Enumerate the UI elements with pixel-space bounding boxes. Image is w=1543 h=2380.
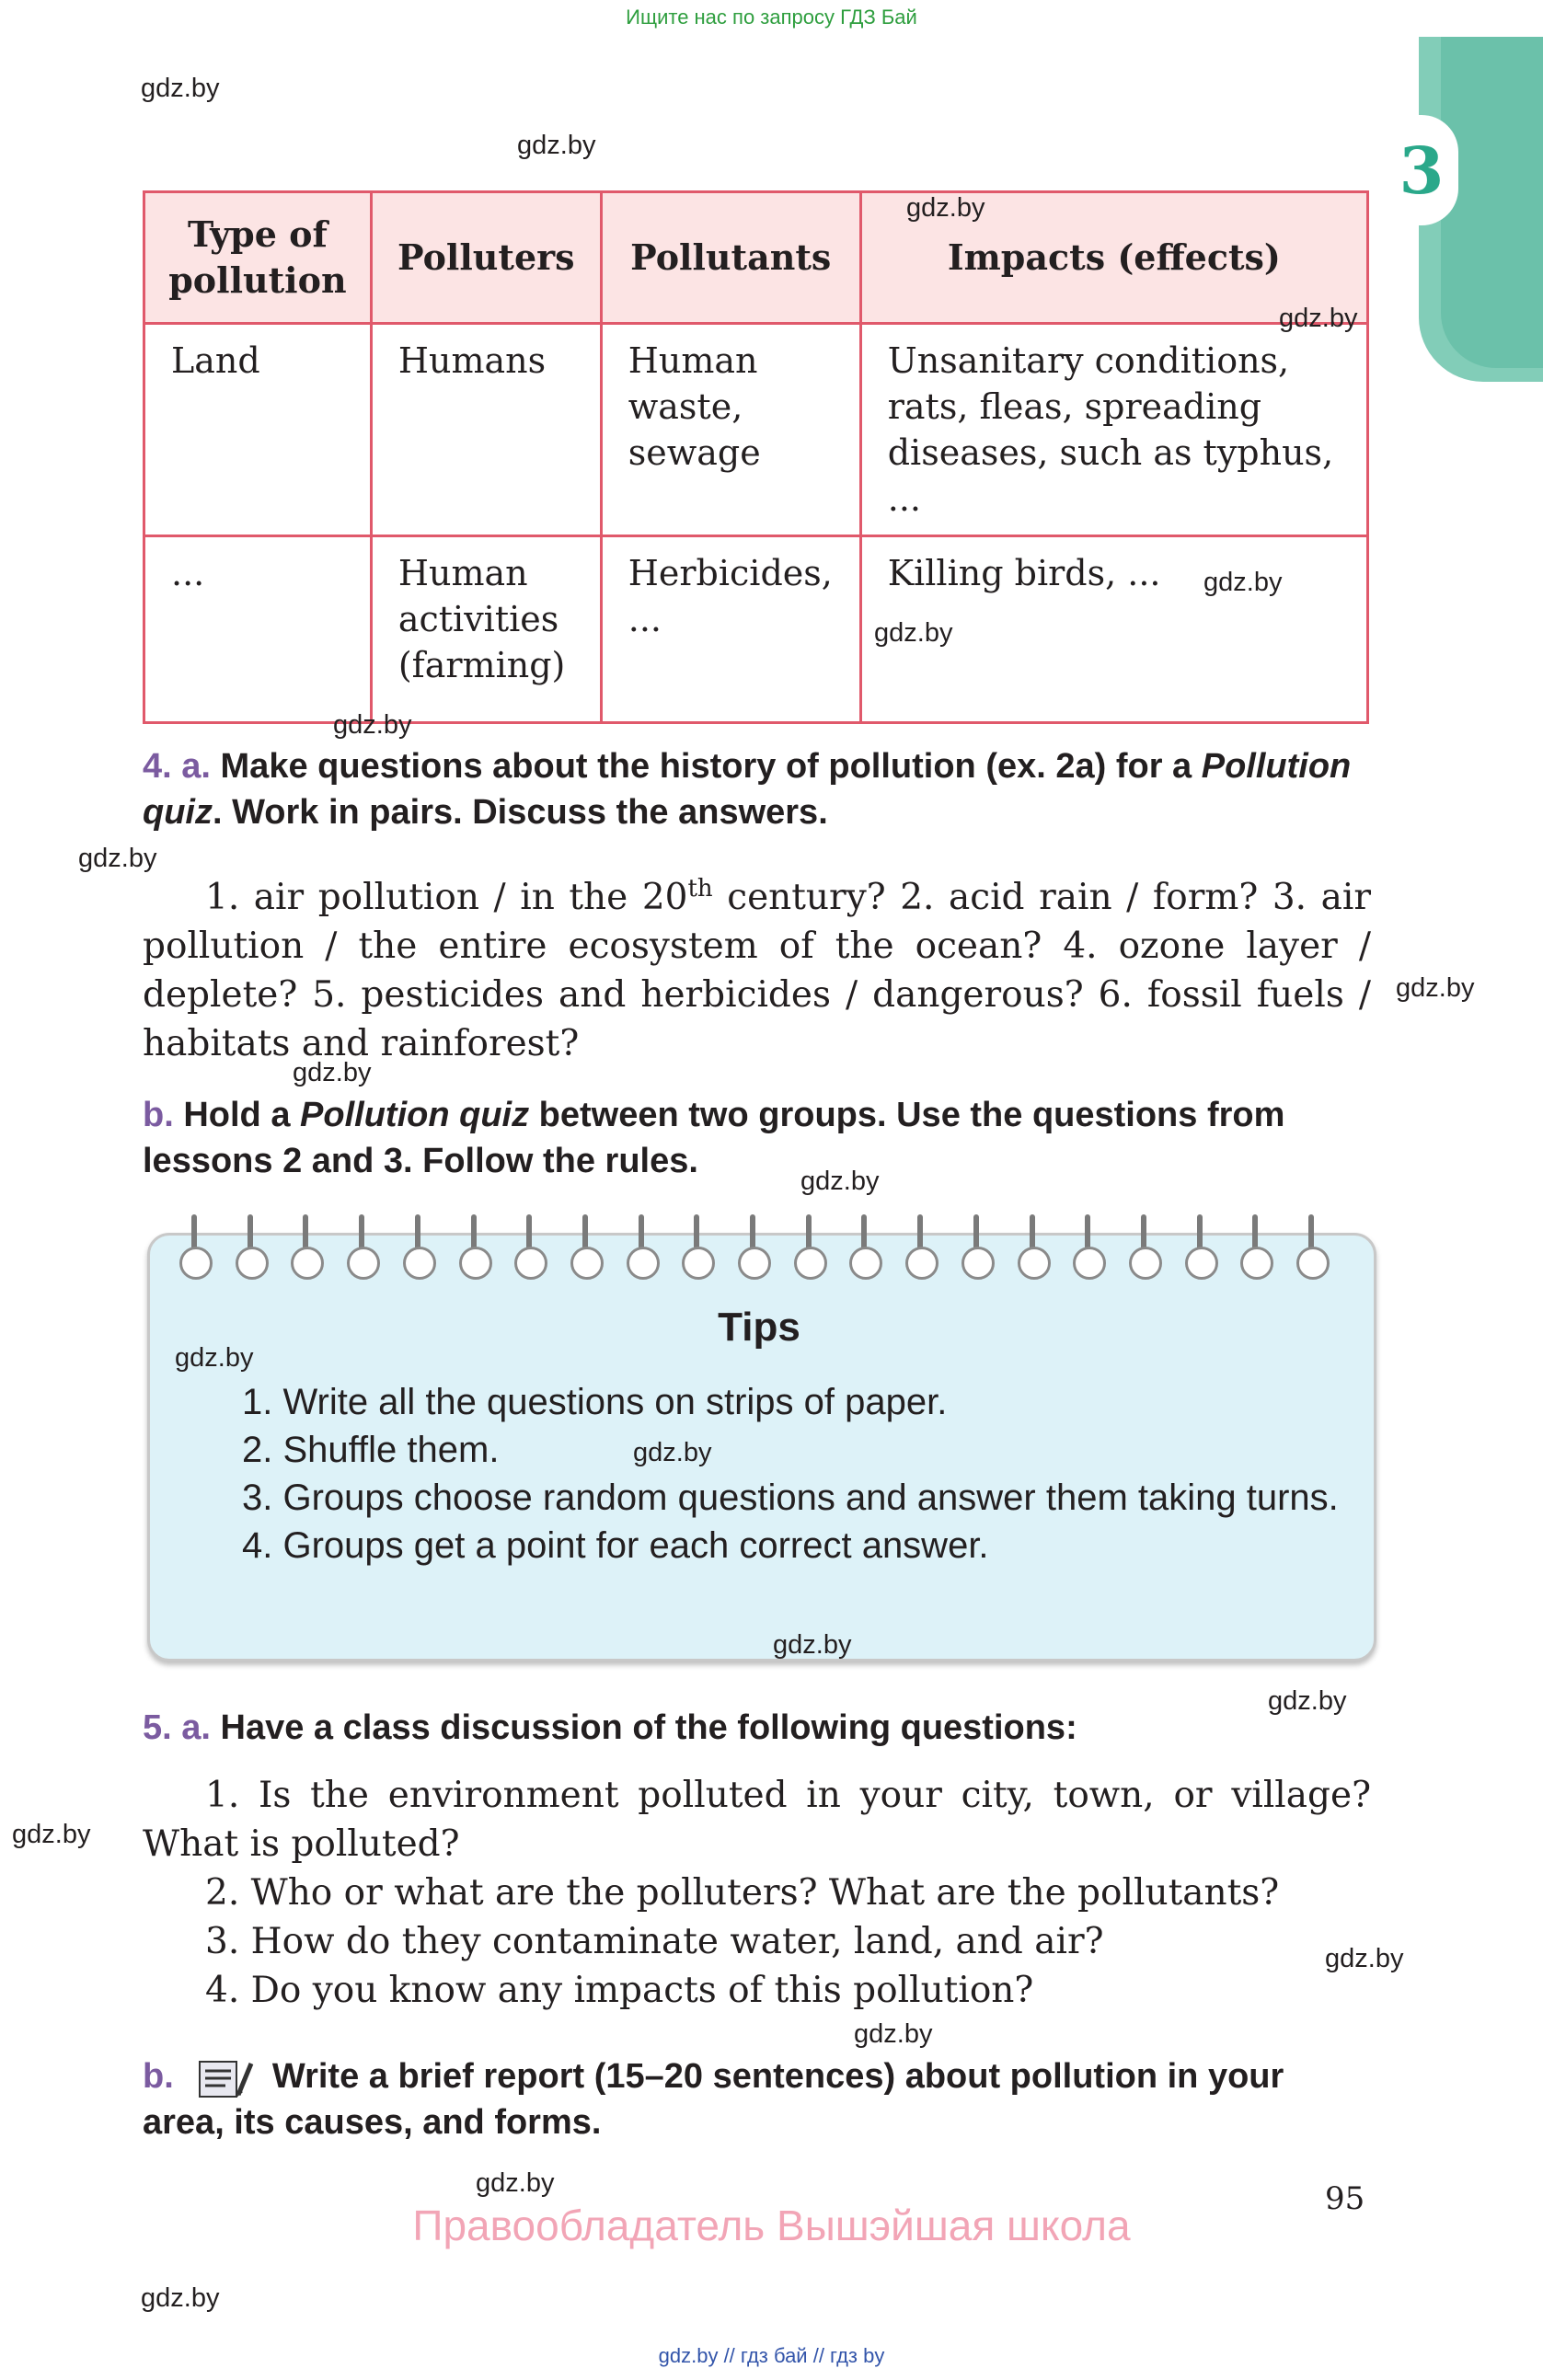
watermark: gdz.by — [141, 2283, 220, 2313]
question-item: 3. How do they contaminate water, land, and air? — [205, 1921, 1104, 1962]
task-letter: b. — [143, 2057, 174, 2096]
header-note: Ищите нас по запросу ГДЗ Бай — [626, 6, 917, 29]
table-cell: Human activities (farming) — [371, 536, 601, 723]
notebook-ring — [961, 1247, 995, 1280]
chapter-number: 3 — [1385, 115, 1458, 225]
watermark: gdz.by — [175, 1343, 254, 1373]
notebook-ring — [1129, 1247, 1162, 1280]
chapter-tab-inner — [1441, 37, 1543, 368]
watermark: gdz.by — [476, 2168, 555, 2198]
watermark: gdz.by — [1203, 568, 1283, 597]
superscript: th — [687, 875, 713, 903]
watermark: gdz.by — [800, 1167, 880, 1196]
watermark: gdz.by — [293, 1058, 372, 1087]
copyright-note: Правообладатель Вышэйшая школа — [412, 2202, 1131, 2249]
question-item: 4. Do you know any impacts of this pollution? — [205, 1970, 1034, 2011]
watermark: gdz.by — [517, 131, 596, 160]
notebook-ring — [403, 1247, 436, 1280]
table-header-cell: Impacts (effects) — [860, 192, 1367, 324]
table-header-cell: Type of pollution — [144, 192, 372, 324]
watermark: gdz.by — [1396, 973, 1475, 1003]
task-text: . Work in pairs. Discuss the answers. — [212, 793, 828, 832]
table-row — [144, 324, 1368, 536]
notebook-ring — [236, 1247, 269, 1280]
question-item: 1. Is the environment polluted in your city, town, or village? What is polluted? — [143, 1775, 1371, 1865]
task-4a-exercise — [143, 865, 1371, 1068]
task-letter: a. — [181, 1708, 211, 1747]
watermark: gdz.by — [12, 1820, 91, 1849]
table-cell: Unsanitary conditions, rats, fleas, spreading diseases, such as typhus, ... — [860, 324, 1367, 536]
notebook-ring — [905, 1247, 938, 1280]
task-5a-questions — [143, 1771, 1371, 2015]
notebook-ring — [1018, 1247, 1051, 1280]
watermark: gdz.by — [333, 710, 412, 740]
watermark: gdz.by — [874, 618, 953, 648]
watermark: gdz.by — [906, 193, 985, 223]
watermark: gdz.by — [1279, 304, 1358, 333]
task-5b-instruction — [143, 2053, 1371, 2145]
tips-item: 4. Groups get a point for each correct answer. — [242, 1525, 989, 1566]
notebook-ring — [570, 1247, 604, 1280]
notebook-ring — [627, 1247, 660, 1280]
notebook-ring — [514, 1247, 547, 1280]
task-text-italic: Pollution quiz — [300, 1096, 530, 1134]
task-text: Hold a — [183, 1096, 291, 1134]
task-5a-instruction — [143, 1705, 1371, 1751]
watermark: gdz.by — [854, 2019, 933, 2049]
notebook-ring — [1073, 1247, 1106, 1280]
exercise-text: 1. air pollution / in the 20 — [205, 877, 688, 918]
task-letter: a. — [181, 747, 211, 786]
table-cell: Humans — [371, 324, 601, 536]
watermark: gdz.by — [141, 74, 220, 103]
task-text: between two groups. Use the questions from lessons 2 and 3. Follow the rules. — [143, 1096, 1285, 1180]
watermark: gdz.by — [1325, 1944, 1404, 1973]
notebook-ring — [459, 1247, 492, 1280]
watermark: gdz.by — [78, 844, 157, 873]
notebook-ring — [738, 1247, 771, 1280]
task-4a-instruction — [143, 743, 1371, 835]
watermark: gdz.by — [633, 1438, 712, 1467]
page-number: 95 — [1325, 2180, 1365, 2217]
pollution-table — [143, 190, 1369, 724]
footer-note: gdz.by // гдз бай // гдз by — [658, 2344, 885, 2367]
task-text-italic: Pollution quiz — [143, 747, 1352, 832]
table-header-row — [144, 192, 1368, 324]
question-item: 2. Who or what are the polluters? What are the pollutants? — [205, 1872, 1280, 1914]
notebook-ring — [1185, 1247, 1218, 1280]
task-letter: b. — [143, 1096, 174, 1134]
task-text: Have a class discussion of the following questions: — [220, 1708, 1077, 1747]
tips-item: 3. Groups choose random questions and answer them taking turns. — [242, 1477, 1339, 1518]
exercise-text: century? 2. acid rain / form? 3. air pollution / the entire ecosystem of the ocean? 4. ozone layer / deplete? 5. pesticides and herbicides / dangerous? 6. fossil fuels / habitats and rainforest? — [143, 877, 1371, 1064]
tips-item: 2. Shuffle them. — [242, 1430, 500, 1470]
table-header-cell: Pollutants — [601, 192, 860, 324]
tips-list — [178, 1378, 1346, 1569]
notebook-ring — [1296, 1247, 1330, 1280]
table-cell: Herbicides, ... — [601, 536, 860, 723]
table-cell: Human waste, sewage — [601, 324, 860, 536]
tips-item: 1. Write all the questions on strips of paper. — [242, 1382, 948, 1422]
task-number: 4. — [143, 747, 172, 786]
tips-title: Tips — [718, 1305, 800, 1350]
task-text: Make questions about the history of pollution (ex. 2a) for a — [220, 747, 1192, 786]
watermark: gdz.by — [1268, 1686, 1347, 1716]
task-4b-instruction — [143, 1092, 1371, 1184]
notebook-ring — [347, 1247, 380, 1280]
writing-icon — [198, 2058, 255, 2098]
table-cell: Land — [144, 324, 372, 536]
notebook-ring — [179, 1247, 213, 1280]
task-number: 5. — [143, 1708, 172, 1747]
table-row — [144, 536, 1368, 723]
task-text: Write a brief report (15–20 sentences) about pollution in your area, its causes, and forms. — [143, 2057, 1284, 2142]
notebook-ring — [794, 1247, 827, 1280]
watermark: gdz.by — [773, 1630, 852, 1660]
table-cell: ... — [144, 536, 372, 723]
table-cell: Killing birds, ... — [860, 536, 1367, 723]
table-header-cell: Polluters — [371, 192, 601, 324]
